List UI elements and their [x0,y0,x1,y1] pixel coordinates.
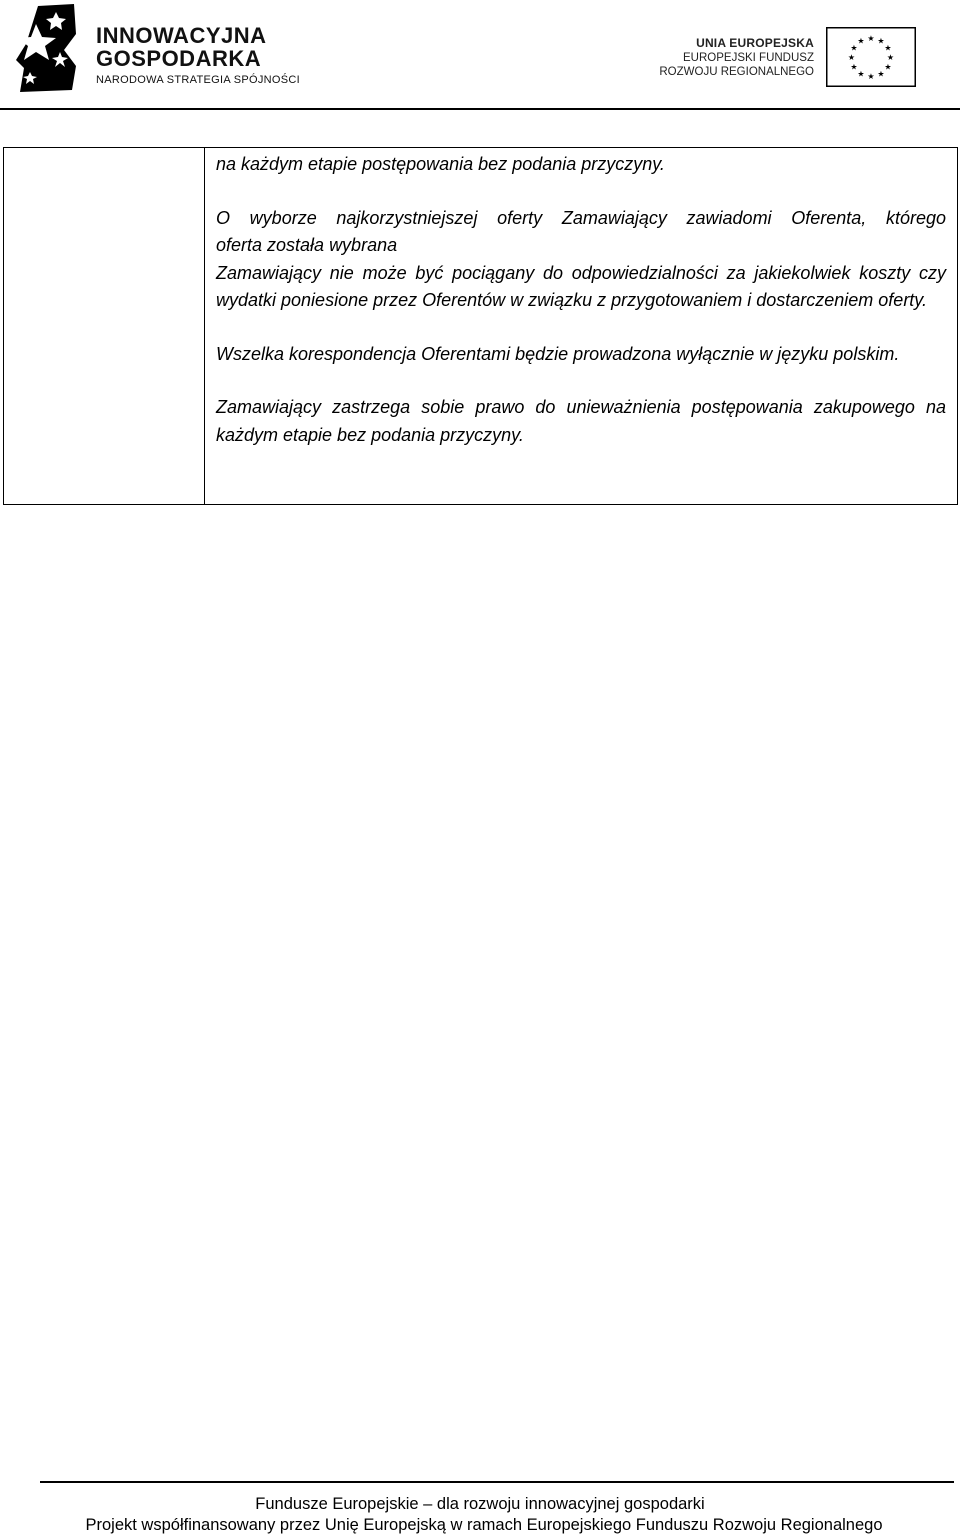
svg-text:★: ★ [884,43,892,53]
wordmark-line-1: INNOWACYJNA [96,23,267,48]
paragraph-offer-selection-line: O wyborze najkorzystniejszej oferty Zamawiający zawiadomi Oferenta, którego [216,207,946,228]
header-divider [0,108,960,110]
footer-divider [40,1481,954,1483]
table-content-cell [216,151,946,449]
svg-text:★: ★ [877,69,885,79]
footer-funds-line: Fundusze Europejskie – dla rozwoju innowacyjnej gospodarki [255,1495,705,1513]
svg-text:★: ★ [884,62,892,72]
paragraph-liability: Zamawiający nie może być pociągany do odpowiedzialności za jakiekolwiek koszty czy wydatki poniesione przez Oferentów w związku z przygotowaniem i dostarczeniem oferty. [216,262,946,310]
eu-wordmark-line-2: EUROPEJSKI FUNDUSZ [683,52,814,64]
eu-wordmark [659,36,814,79]
wordmark-tagline: NARODOWA STRATEGIA SPÓJNOŚCI [96,74,300,86]
innowacyjna-gospodarka-wordmark [96,24,300,86]
eu-flag-icon [826,27,916,87]
svg-text:★: ★ [867,34,875,43]
paragraph-correspondence: Wszelka korespondencja Oferentami będzie prowadzona wyłącznie w języku polskim. [216,343,900,364]
svg-text:★: ★ [857,36,865,46]
page-header [0,0,960,112]
svg-text:★: ★ [850,62,858,72]
svg-text:★: ★ [867,72,875,81]
svg-text:★: ★ [877,36,885,46]
svg-text:★: ★ [886,53,895,62]
wordmark-line-2: GOSPODARKA [96,46,262,71]
eu-wordmark-line-3: ROZWOJU REGIONALNEGO [659,66,814,78]
footer-cofinancing-line: Projekt współfinansowany przez Unię Europejską w ramach Europejskiego Funduszu Rozwoju Regionalnego [85,1516,883,1534]
table-label-cell [4,148,205,504]
svg-text:★: ★ [850,43,858,53]
svg-text:★: ★ [847,53,856,62]
svg-text:★: ★ [857,69,865,79]
paragraph-continuation: na każdym etapie postępowania bez podania przyczyny. [216,154,665,174]
innowacyjna-gospodarka-logo [16,4,80,92]
eu-wordmark-line-1: UNIA EUROPEJSKA [696,36,814,50]
paragraph-cancellation: Zamawiający zastrzega sobie prawo do unieważnienia postępowania zakupowego na każdym etapie bez podania przyczyny. [216,397,946,445]
paragraph-offer-selection-end: oferta została wybrana [216,235,398,255]
content-table [3,147,958,505]
